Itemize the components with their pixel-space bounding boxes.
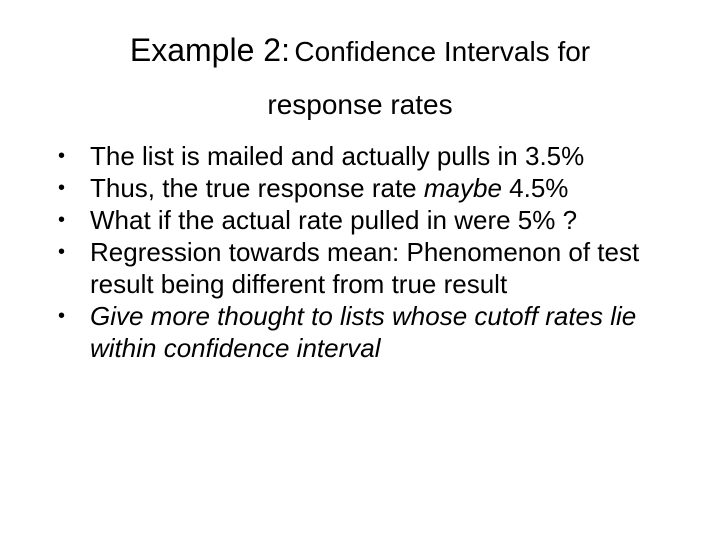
- bullet-dot: •: [58, 241, 66, 263]
- bullet-text-emphasis: maybe: [423, 173, 502, 203]
- title-line-1: [0, 26, 720, 81]
- title-example-label: Example 2:: [129, 32, 290, 68]
- bullet-text: Regression towards mean: Phenomenon of test result being different from true result: [90, 237, 640, 299]
- bullet-item-5: [58, 300, 698, 364]
- bullet-item-3: [58, 204, 698, 236]
- title-line-2: response rates: [267, 89, 453, 120]
- bullet-dot: •: [58, 145, 66, 167]
- bullet-text-prefix: Thus, the true response rate: [90, 173, 424, 203]
- bullet-dot: •: [58, 305, 66, 327]
- bullet-item-2: [58, 172, 698, 204]
- bullet-text: The list is mailed and actually pulls in 3.5%: [90, 141, 585, 171]
- bullet-list: [58, 140, 698, 364]
- bullet-item-4: [58, 236, 698, 300]
- slide-title: [0, 26, 720, 129]
- bullet-dot: •: [58, 177, 66, 199]
- bullet-text-suffix: 4.5%: [501, 173, 569, 203]
- bullet-text: What if the actual rate pulled in were 5% ?: [90, 205, 578, 235]
- bullet-item-1: [58, 140, 698, 172]
- bullet-dot: •: [58, 209, 66, 231]
- bullet-text: Give more thought to lists whose cutoff rates lie within confidence interval: [90, 301, 637, 363]
- title-topic: Confidence Intervals for: [294, 36, 591, 67]
